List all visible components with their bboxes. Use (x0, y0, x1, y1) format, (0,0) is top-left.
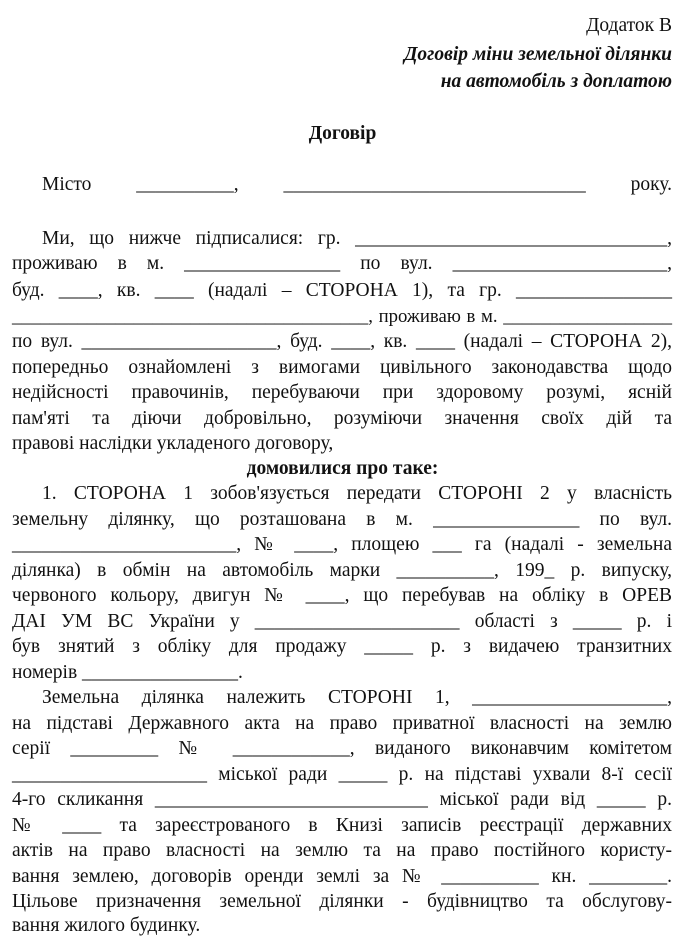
parties-line: буд. ____, кв. ____ (надалі – СТОРОНА 1), та гр. ________________ (12, 279, 672, 301)
document-subtitle-line-2: на автомобіль з доплатою (440, 70, 672, 92)
section-2-line: Земельна ділянка належить СТОРОНІ 1, ____________________, (42, 687, 672, 709)
section-2-line: ____________________ міської ради _____ р. на підставі ухвали 8-ї сесії (12, 763, 672, 785)
parties-line: попередньо ознайомлені з вимогами цивільного законодавства щодо (12, 356, 672, 378)
parties-line: Ми, що нижче підписалися: гр. ________________________________, (42, 227, 672, 249)
section-1-line: ділянка) в обмін на автомобіль марки __________, 199_ р. випуску, (12, 559, 672, 581)
section-1-line: земельну ділянку, що розташована в м. _______________ по вул. (12, 508, 672, 530)
section-1-line: червоного кольору, двигун № ____, що перебував на обліку в ОРЕВ (12, 585, 672, 607)
appendix-label: Додаток В (586, 15, 672, 36)
section-1-line: _______________________, № ____, площею ___ га (надалі - земельна (12, 534, 672, 556)
section-2-line: 4-го скликання ____________________________ міської ради від _____ р. (12, 789, 672, 811)
section-2-line: актів на право власності на землю та на право постійного користу- (12, 840, 672, 862)
section-1-line: був знятий з обліку для продажу _____ р. з видачею транзитних (12, 636, 672, 658)
parties-line: по вул. ____________________, буд. ____, кв. ____ (надалі – СТОРОНА 2), (12, 331, 672, 353)
section-2-line: вання жилого будинку. (12, 915, 201, 936)
document-subtitle-line-1: Договір міни земельної ділянки (404, 44, 672, 66)
parties-line: правові наслідки укладеного договору, (12, 433, 334, 455)
section-1-line: ДАІ УМ ВС України у _____________________ області з _____ р. і (12, 610, 672, 632)
section-2-line: Цільове призначення земельної ділянки - будівництво та обслугову- (12, 891, 672, 913)
parties-line: недійсності правочинів, перебуваючи при здоровому розумі, ясній (12, 382, 672, 404)
section-1-line: 1. СТОРОНА 1 зобов'язується передати СТОРОНІ 2 у власність (42, 483, 672, 505)
section-2-line: вання землею, договорів оренди землі за № __________ кн. ________. (12, 865, 672, 887)
section-2-line: № ____ та зареєстрованого в Книзі записів реєстрації державних (12, 814, 672, 836)
document-title: Договір (308, 122, 377, 144)
section-2-line: на підставі Державного акта на право приватної власності на землю (12, 712, 672, 734)
section-1-line: номерів ________________. (12, 661, 243, 683)
parties-line: проживаю в м. ________________ по вул. ______________________, (12, 253, 672, 275)
parties-line: пам'яті та діючи добровільно, розуміючи значення своїх дій та (12, 407, 672, 429)
city-date-line: Місто __________, _______________________________ року. (42, 173, 672, 195)
agreed-heading: домовилися про таке: (246, 457, 439, 479)
parties-line: ______________________________________, проживаю в м. __________________ (12, 305, 672, 327)
section-2-line: серії _________ № ____________, виданого виконавчим комітетом (12, 738, 672, 760)
